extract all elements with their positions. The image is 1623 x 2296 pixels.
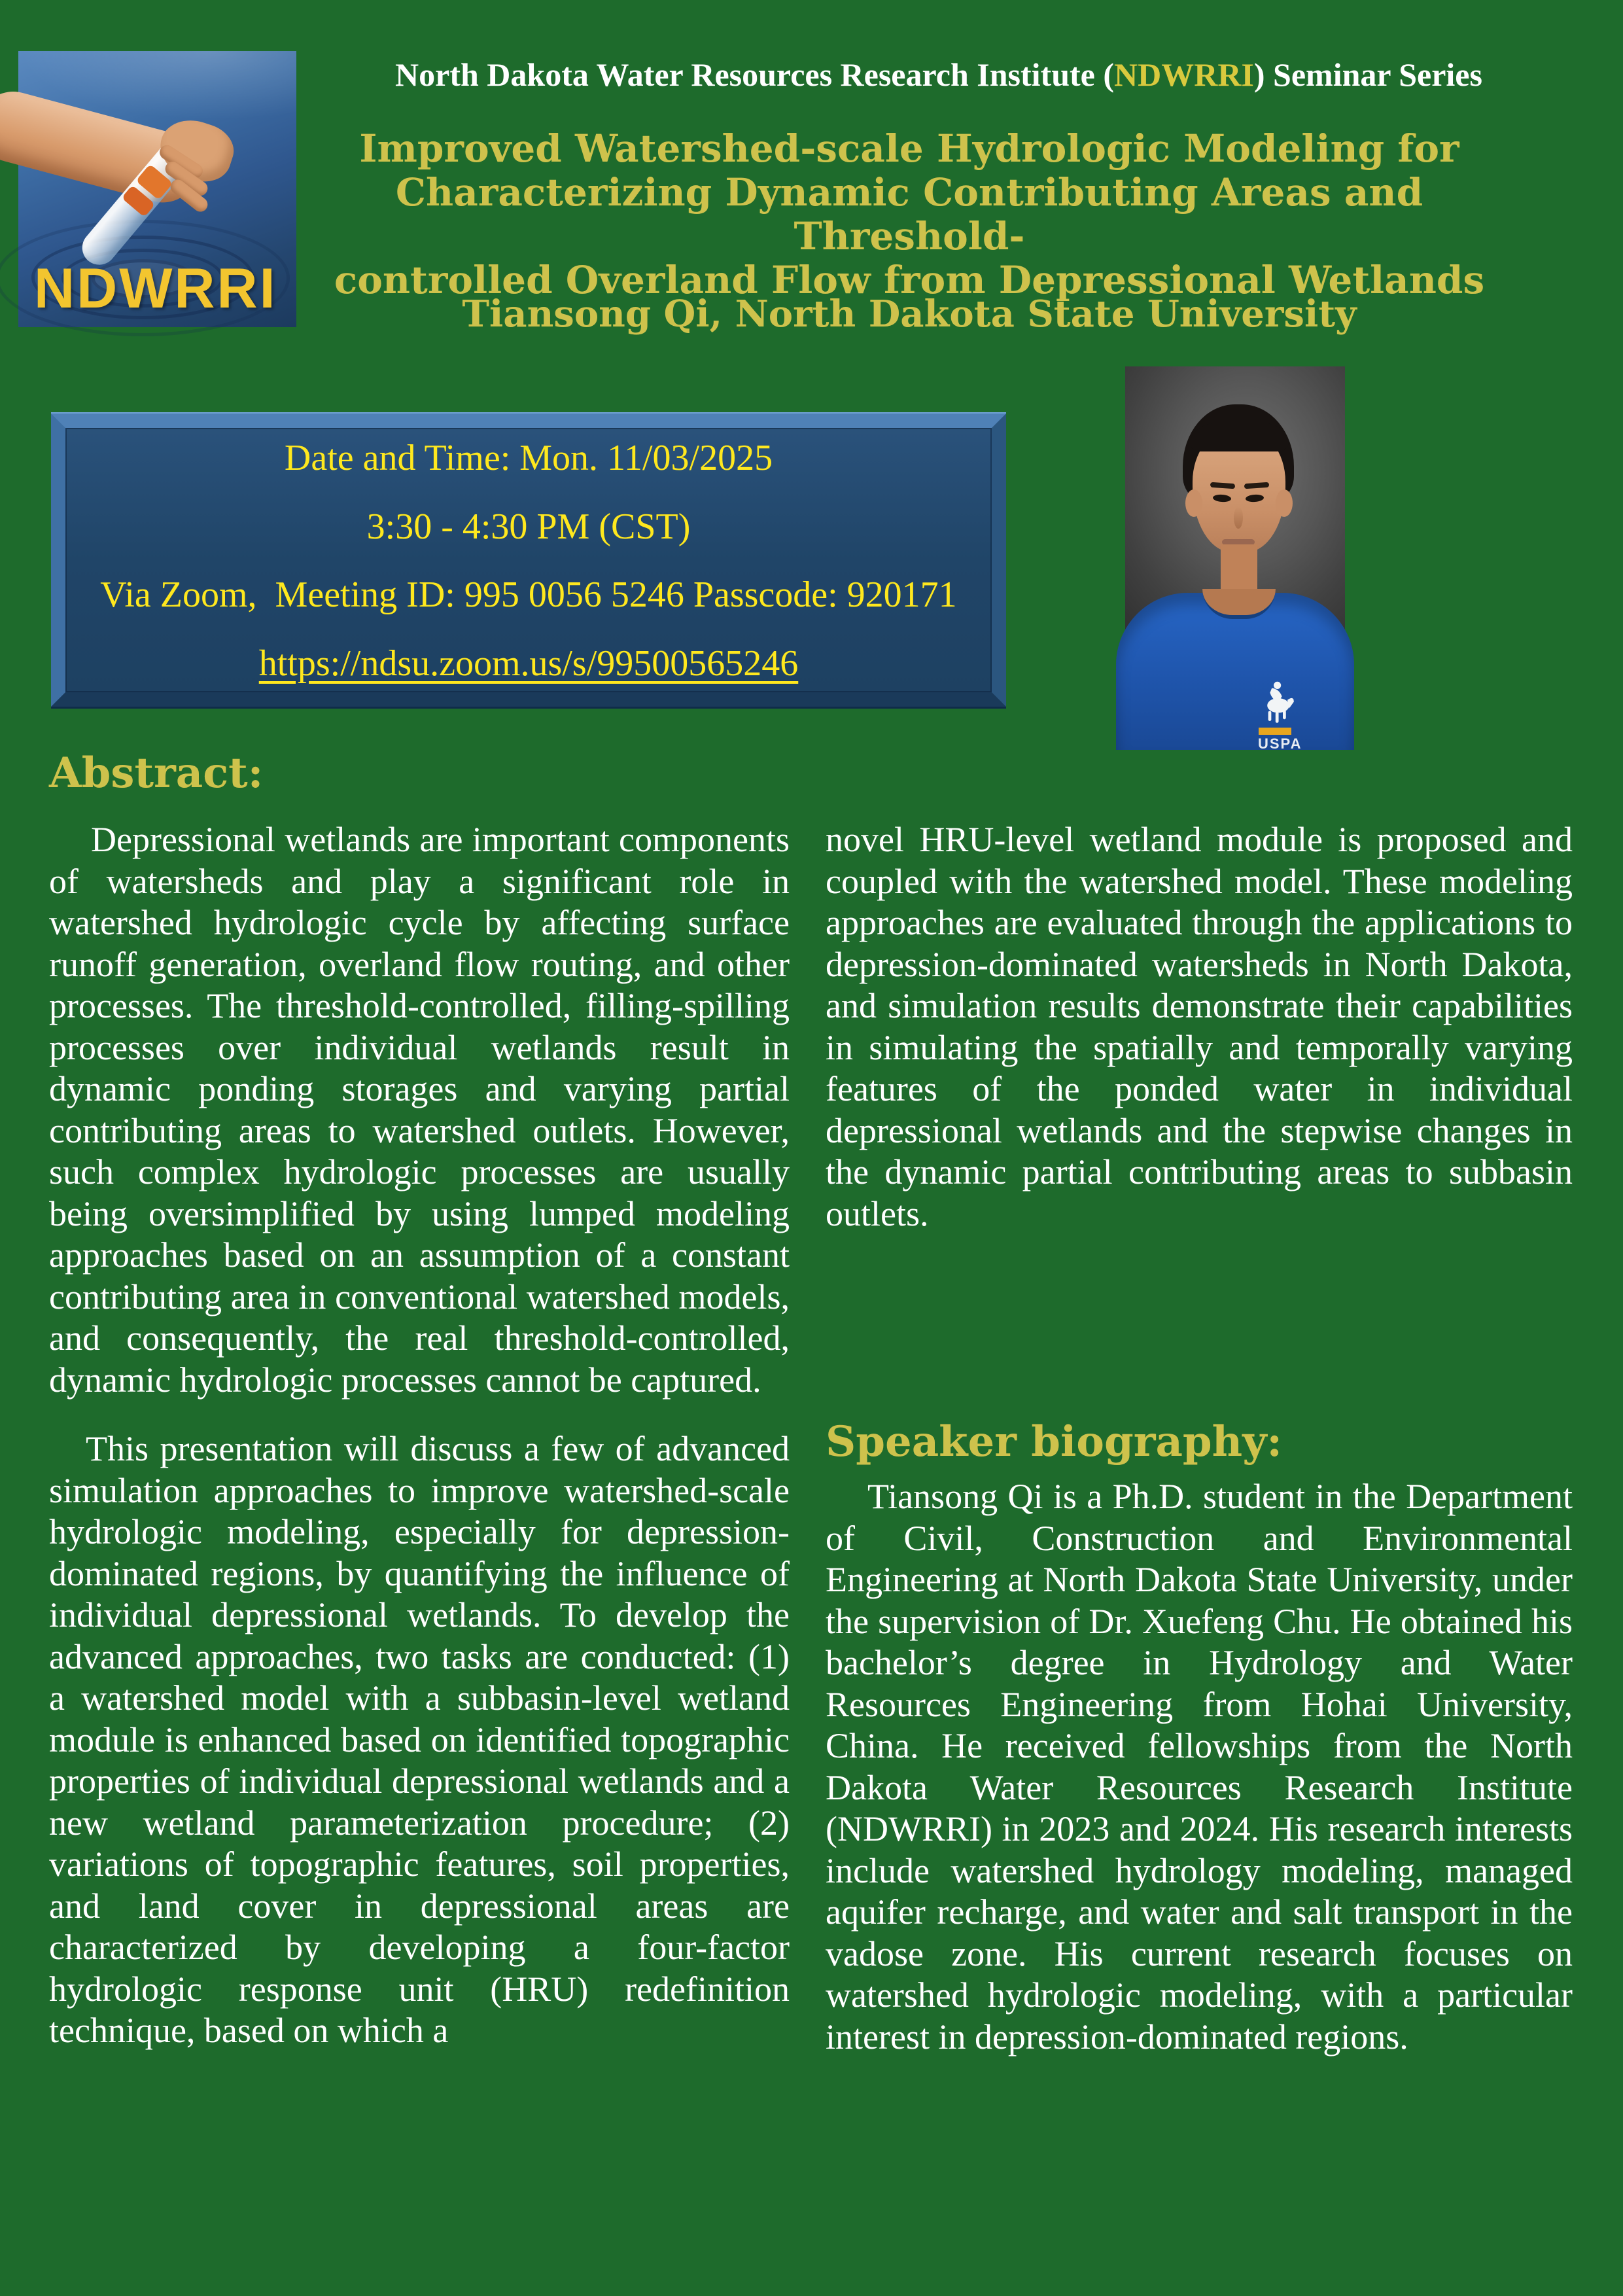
zoom-link[interactable]: https://ndsu.zoom.us/s/99500565246 <box>258 643 799 684</box>
title-line-1: Improved Watershed-scale Hydrologic Modeling for <box>359 126 1459 171</box>
header-suffix: ) Seminar Series <box>1253 56 1482 93</box>
biography-paragraph: Tiansong Qi is a Ph.D. student in the Department of Civil, Construction and Environmental Engineering at North Dakota State University, under the supervision of Dr. Xuefeng Chu. He obtained his bachelor’s degree in Hydrology and Water Resources Engineering from Hohai University, China. He received fellowships from the North Dakota Water Resources Research Institute (NDWRRI) in 2023 and 2024. His research interests include watershed hydrology modeling, managed aquifer recharge, and water and salt transport in the vadose zone. His current research focuses on watershed hydrologic modeling, with a particular interest in depression-dominated regions. <box>826 1477 1573 2057</box>
title-line-2: Characterizing Dynamic Contributing Areas and Threshold- <box>395 170 1423 258</box>
seminar-title <box>294 127 1524 302</box>
shirt-brand-text: USPA <box>1258 735 1302 752</box>
speaker-hair-fringe <box>1191 423 1289 451</box>
ndwrri-logo-text: NDWRRI <box>34 257 277 320</box>
abstract-paragraph-2: This presentation will discuss a few of advanced simulation approaches to improve watershed-scale hydrologic modeling, especially for depression-dominated regions, by quantifying the influence of individual depressional wetlands. To develop the advanced approaches, two tasks are conducted: (1) a watershed model with a subbasin-level wetland module is enhanced based on identified topographic properties of individual depressional wetlands and a new wetland parameterization procedure; (2) variations of topographic features, soil properties, and land cover in depressional areas are characterized by developing a four-factor hydrologic response unit (HRU) redefinition technique, based on which a <box>49 1429 790 2050</box>
abstract-right-column <box>826 819 1573 1235</box>
shirt-brand-bar <box>1259 728 1291 735</box>
abstract-left-column <box>49 819 790 2052</box>
speaker-biography-text <box>826 1476 1573 2058</box>
seminar-series-header <box>281 55 1596 94</box>
ndwrri-logo <box>18 51 296 327</box>
speaker-ear <box>1185 489 1202 517</box>
speaker-biography-heading: Speaker biography: <box>826 1417 1282 1466</box>
event-info-box <box>51 414 1006 707</box>
speaker-photo <box>1125 366 1345 752</box>
event-time: 3:30 - 4:30 PM (CST) <box>366 506 691 547</box>
speaker-nose <box>1234 506 1243 529</box>
speaker-name-line: Tiansong Qi, North Dakota State University <box>462 292 1357 336</box>
header-highlight: NDWRRI <box>1114 56 1254 93</box>
speaker-ear <box>1276 489 1293 517</box>
header-prefix: North Dakota Water Resources Research Institute ( <box>395 56 1114 93</box>
abstract-paragraph-3: novel HRU-level wetland module is proposed and coupled with the watershed model. These modeling approaches are evaluated through the applications to depression-dominated watersheds in North Dakota, and simulation results demonstrate their capabilities in simulating the spatially and temporally varying features of the ponded water in individual depressional wetlands and the stepwise changes in the dynamic partial contributing areas to subbasin outlets. <box>826 820 1573 1233</box>
zoom-meeting-info: Via Zoom, Meeting ID: 995 0056 5246 Passcode: 920171 <box>100 574 957 616</box>
abstract-heading: Abstract: <box>49 749 264 798</box>
polo-player-icon <box>1260 679 1297 726</box>
event-date: Date and Time: Mon. 11/03/2025 <box>284 438 773 478</box>
title-line-3: controlled Overland Flow from Depressional Wetlands <box>334 258 1485 302</box>
abstract-paragraph-1: Depressional wetlands are important components of watersheds and play a significant role in watershed hydrologic cycle by affecting surface runoff generation, overland flow routing, and other processes. The threshold-controlled, filling-spilling processes over individual wetlands result in dynamic ponding storages and varying partial contributing areas to watershed outlets. However, such complex hydrologic processes are usually being oversimplified by using lumped modeling approaches based on an assumption of a constant contributing area in conventional watershed models, and consequently, the real threshold-controlled, dynamic hydrologic processes cannot be captured. <box>49 820 790 1400</box>
